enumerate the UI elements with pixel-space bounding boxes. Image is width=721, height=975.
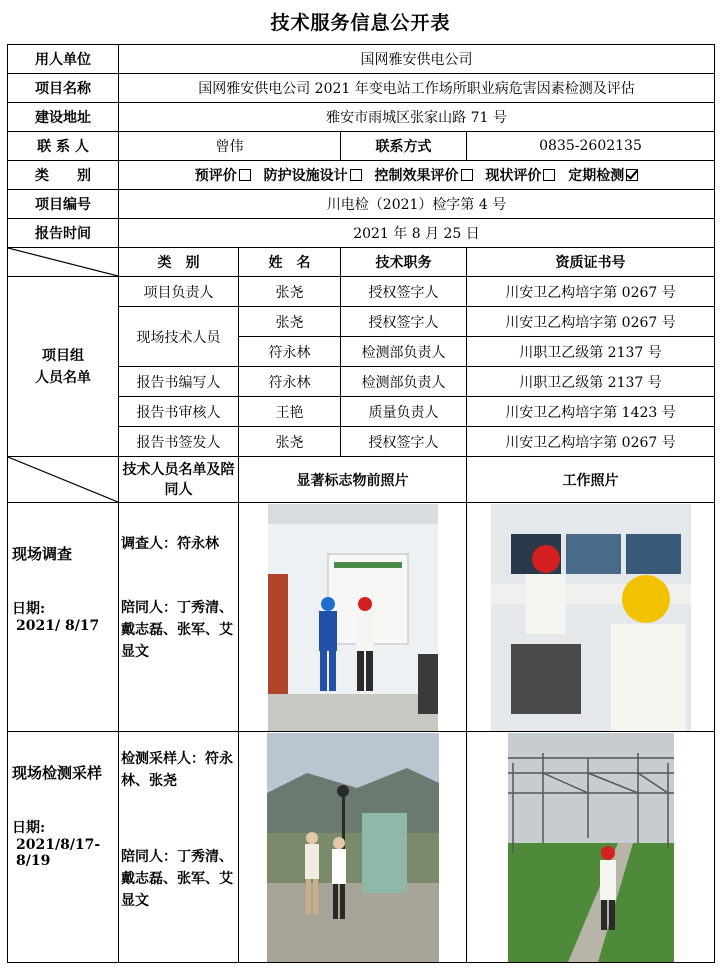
team-role: 现场技术人员 xyxy=(119,307,239,367)
survey-escort: 陪同人：丁秀清、戴志磊、张军、艾显文 xyxy=(121,600,233,660)
team-role: 报告书编写人 xyxy=(119,367,239,397)
team-header-role: 类 别 xyxy=(119,248,239,277)
work-photo-header: 工作照片 xyxy=(467,457,715,503)
info-table xyxy=(7,44,715,963)
row-client xyxy=(8,45,715,74)
section-sampling-row xyxy=(8,732,715,963)
project-no-value: 川电检（2021）检字第 4 号 xyxy=(119,190,715,219)
survey-info xyxy=(8,503,119,732)
checkbox-icon xyxy=(543,169,555,181)
work-photo-image xyxy=(491,504,691,731)
sampling-work-photo xyxy=(467,732,715,963)
team-cert: 川安卫乙构培字第 0267 号 xyxy=(467,277,715,307)
checkbox-icon xyxy=(461,169,473,181)
team-name: 张尧 xyxy=(239,427,341,457)
category-option-1[interactable]: 防护设施设计 xyxy=(264,168,362,184)
category-option-2[interactable]: 控制效果评价 xyxy=(375,168,473,184)
row-project-name xyxy=(8,74,715,103)
team-title: 授权签字人 xyxy=(341,277,467,307)
staff-list-header: 技术人员名单及陪同人 xyxy=(119,457,239,503)
row-address xyxy=(8,103,715,132)
team-name: 符永林 xyxy=(239,367,341,397)
section-survey-row xyxy=(8,503,715,732)
team-role: 项目负责人 xyxy=(119,277,239,307)
category-options xyxy=(119,161,715,190)
row-category xyxy=(8,161,715,190)
checkbox-icon xyxy=(239,169,251,181)
team-role: 报告书签发人 xyxy=(119,427,239,457)
sampling-escort: 陪同人：丁秀清、戴志磊、张军、艾显文 xyxy=(121,849,233,909)
sampling-staff xyxy=(119,732,239,963)
landmark-photo-image xyxy=(268,504,438,731)
team-title: 检测部负责人 xyxy=(341,367,467,397)
diagonal-cell xyxy=(8,457,119,503)
team-cert: 川安卫乙构培字第 1423 号 xyxy=(467,397,715,427)
team-cert: 川安卫乙构培字第 0267 号 xyxy=(467,427,715,457)
team-title: 授权签字人 xyxy=(341,427,467,457)
contact-person: 曾伟 xyxy=(119,132,341,161)
category-option-4[interactable]: 定期检测 xyxy=(568,168,638,184)
checkbox-checked-icon xyxy=(626,169,638,181)
work-photo-image xyxy=(508,733,674,962)
category-option-0[interactable]: 预评价 xyxy=(195,168,251,184)
diagonal-line xyxy=(8,457,118,502)
client-value: 国网雅安供电公司 xyxy=(119,45,715,74)
contact-method-label: 联系方式 xyxy=(341,132,467,161)
row-project-no xyxy=(8,190,715,219)
team-name: 符永林 xyxy=(239,337,341,367)
category-label: 类 别 xyxy=(8,161,119,190)
team-cert: 川职卫乙级第 2137 号 xyxy=(467,337,715,367)
team-title: 检测部负责人 xyxy=(341,337,467,367)
team-role: 报告书审核人 xyxy=(119,397,239,427)
address-value: 雅安市雨城区张家山路 71 号 xyxy=(119,103,715,132)
team-title: 授权签字人 xyxy=(341,307,467,337)
survey-title: 现场调查 xyxy=(12,545,73,563)
diagonal-line xyxy=(8,248,118,276)
photo-header-row xyxy=(8,457,715,503)
team-header-title: 技术职务 xyxy=(341,248,467,277)
client-label: 用人单位 xyxy=(8,45,119,74)
survey-staff xyxy=(119,503,239,732)
sampling-info xyxy=(8,732,119,963)
sampling-date: 2021/8/17-8/19 xyxy=(16,837,101,869)
row-report-time xyxy=(8,219,715,248)
landmark-photo-image xyxy=(267,733,439,962)
team-label: 项目组 人员名单 xyxy=(8,277,119,457)
page-title: 技术服务信息公开表 xyxy=(270,12,451,34)
report-time-value: 2021 年 8 月 25 日 xyxy=(119,219,715,248)
sampling-title: 现场检测采样 xyxy=(12,764,103,782)
category-option-3[interactable]: 现状评价 xyxy=(485,168,555,184)
team-header-cert: 资质证书号 xyxy=(467,248,715,277)
diagonal-cell xyxy=(8,248,119,277)
sampling-date-label: 日期: xyxy=(12,820,46,836)
team-header-name: 姓 名 xyxy=(239,248,341,277)
team-name: 张尧 xyxy=(239,277,341,307)
sampling-landmark-photo xyxy=(239,732,467,963)
sampling-sampler: 检测采样人：符永林、张尧 xyxy=(121,751,233,789)
survey-landmark-photo xyxy=(239,503,467,732)
survey-work-photo xyxy=(467,503,715,732)
report-time-label: 报告时间 xyxy=(8,219,119,248)
row-contact xyxy=(8,132,715,161)
contact-phone: 0835-2602135 xyxy=(467,132,715,161)
project-name-label: 项目名称 xyxy=(8,74,119,103)
team-name: 张尧 xyxy=(239,307,341,337)
team-row xyxy=(8,277,715,307)
contact-label: 联 系 人 xyxy=(8,132,119,161)
project-name-value: 国网雅安供电公司 2021 年变电站工作场所职业病危害因素检测及评估 xyxy=(119,74,715,103)
landmark-photo-header: 显著标志物前照片 xyxy=(239,457,467,503)
survey-date: 2021/ 8/17 xyxy=(16,618,100,634)
team-name: 王艳 xyxy=(239,397,341,427)
checkbox-icon xyxy=(350,169,362,181)
team-header-row xyxy=(8,248,715,277)
team-cert: 川安卫乙构培字第 0267 号 xyxy=(467,307,715,337)
survey-date-label: 日期: xyxy=(12,601,46,617)
survey-investigator: 调查人：符永林 xyxy=(121,536,219,552)
team-title: 质量负责人 xyxy=(341,397,467,427)
project-no-label: 项目编号 xyxy=(8,190,119,219)
team-cert: 川职卫乙级第 2137 号 xyxy=(467,367,715,397)
address-label: 建设地址 xyxy=(8,103,119,132)
